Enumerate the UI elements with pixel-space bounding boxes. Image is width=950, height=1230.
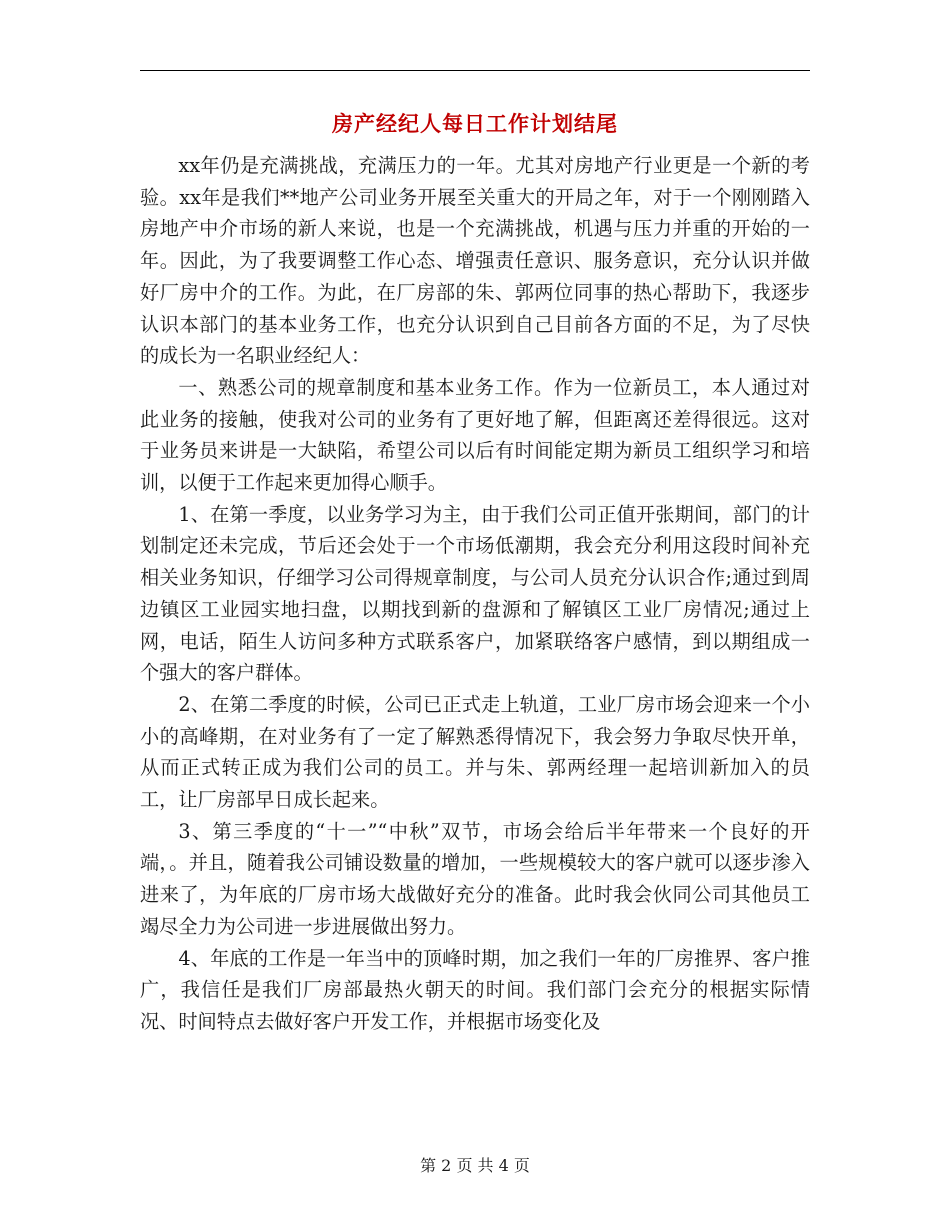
document-title: 房产经纪人每日工作计划结尾 — [332, 112, 618, 136]
paragraph-q3: 3、第三季度的“十一”“中秋”双节，市场会给后半年带来一个良好的开端，。并且，随着我公司铺设数量的增加，一些规模较大的客户就可以逐步渗入进来了，为年底的厂房市场大战做好充分的准备。此时我会伙同公司其他员工竭尽全力为公司进一步进展做出努力。 — [140, 819, 810, 938]
paragraph-q4: 4、年底的工作是一年当中的顶峰时期，加之我们一年的厂房推界、客户推广，我信任是我们厂房部最热火朝天的时间。我们部门会充分的根据实际情况、时间特点去做好客户开发工作，并根据市场变化及 — [140, 946, 810, 1033]
page-number: 第 2 页 共 4 页 — [420, 1156, 530, 1175]
paragraph-q2: 2、在第二季度的时候，公司已正式走上轨道，工业厂房市场会迎来一个小小的高峰期，在对业务有了一定了解熟悉得情况下，我会努力争取尽快开单，从而正式转正成为我们公司的员工。并与朱、郭两经理一起培训新加入的员工，让厂房部早日成长起来。 — [140, 692, 810, 812]
paragraph-intro: xx年仍是充满挑战，充满压力的一年。尤其对房地产行业更是一个新的考验。xx年是我们**地产公司业务开展至关重大的开局之年，对于一个刚刚踏入房地产中介市场的新人来说，也是一个充满挑战，机遇与压力并重的开始的一年。因此，为了我要调整工作心态、增强责任意识、服务意识，充分认识并做好厂房中介的工作。为此，在厂房部的朱、郭两位同事的热心帮助下，我逐步认识本部门的基本业务工作，也充分认识到自己目前各方面的不足，为了尽快的成长为一名职业经纪人： — [140, 154, 810, 368]
document-body — [140, 150, 810, 1038]
paragraph-q1: 1、在第一季度，以业务学习为主，由于我们公司正值开张期间，部门的计划制定还未完成，节后还会处于一个市场低潮期，我会充分利用这段时间补充相关业务知识，仔细学习公司得规章制度，与公司人员充分认识合作;通过到周边镇区工业园实地扫盘，以期找到新的盘源和了解镇区工业厂房情况;通过上网，电话，陌生人访问多种方式联系客户，加紧联络客户感情，到以期组成一个强大的客户群体。 — [140, 502, 810, 685]
header-rule — [140, 70, 810, 71]
paragraph-section-1: 一、熟悉公司的规章制度和基本业务工作。作为一位新员工，本人通过对此业务的接触，使我对公司的业务有了更好地了解，但距离还差得很远。这对于业务员来讲是一大缺陷，希望公司以后有时间能定期为新员工组织学习和培训，以便于工作起来更加得心顺手。 — [140, 375, 810, 495]
